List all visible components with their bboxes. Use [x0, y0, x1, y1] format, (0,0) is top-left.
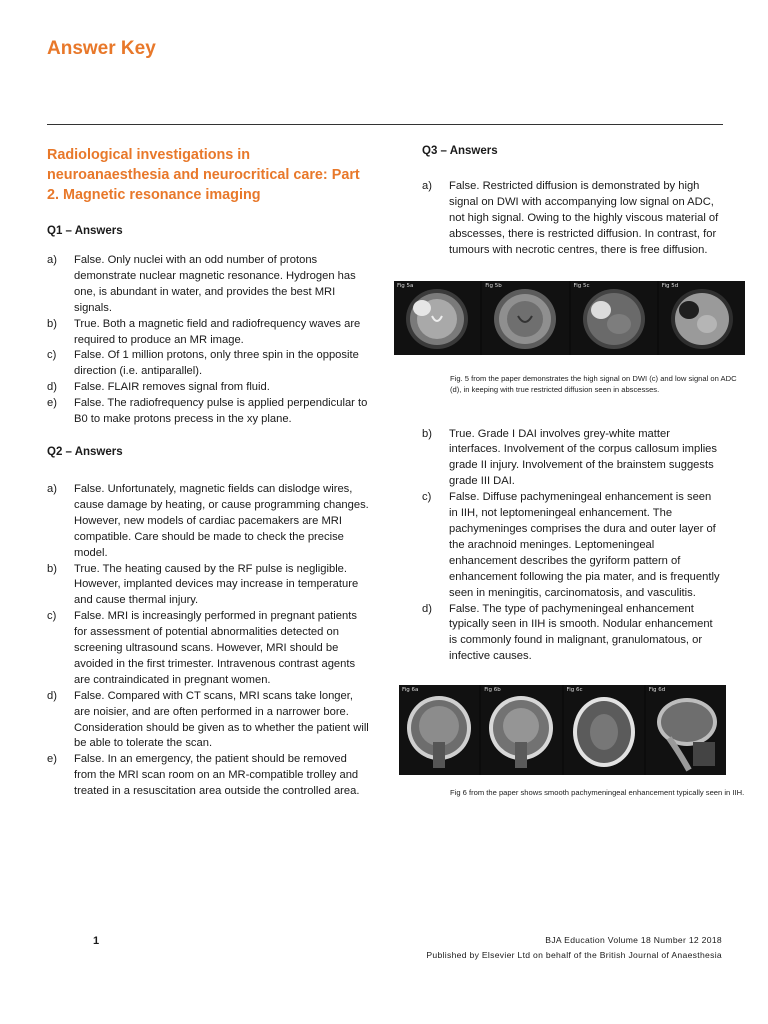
figure-5-caption: Fig. 5 from the paper demonstrates the high signal on DWI (c) and low signal on ADC (d), in keeping with true restricted diffusion seen in abscesses.: [450, 373, 737, 394]
answer-text: True. Grade I DAI involves grey-white matter interfaces. Involvement of the corpus callosum implies grade II injury. Involvement of the brainstem suggests grade III DAI.: [449, 427, 717, 488]
axial-brain-scan-image: [667, 286, 737, 352]
sagittal-brain-scan-image: [649, 692, 723, 772]
answer-letter: a): [47, 482, 57, 495]
answer-text: True. Both a magnetic field and radiofrequency waves are required to produce an MR image.: [74, 317, 361, 346]
answer-letter: c): [47, 610, 57, 623]
answer-text: False. Unfortunately, magnetic fields can dislodge wires, cause damage by heating, or cause programming changes. However, new models of cardiac pacemakers are MRI compatible. Care should be made to check the precise model.: [74, 482, 369, 559]
q3-answer-list-a: [422, 179, 722, 259]
footer-journal: BJA Education Volume 18 Number 12 2018: [545, 935, 722, 945]
answer-item: [47, 482, 369, 562]
answer-item: [422, 427, 722, 491]
answer-item: [47, 609, 369, 689]
answer-text: False. Diffuse pachymeningeal enhancement is seen in IIH, not leptomeningeal enhancement. The pachymeninges comprises the dura and outer layer of the arachnoid meninges. Leptomeningeal enhancement describes the gyriform pattern of enhancement following the pia mater, and is frequently seen in meningitis, carcinomatosis, and vasculitis.: [449, 491, 720, 599]
panel-label: Fig 6b: [484, 687, 501, 694]
footer-publisher: Published by Elsevier Ltd on behalf of the British Journal of Anaesthesia: [426, 950, 722, 960]
answer-letter: a): [422, 180, 432, 192]
q3-heading: Q3 – Answers: [422, 145, 498, 157]
panel-label: Fig 5a: [397, 282, 414, 289]
answer-item: [422, 490, 722, 601]
figure-5-mri-panels: [394, 281, 745, 355]
answer-letter: d): [422, 602, 432, 615]
axial-brain-scan-image: [490, 286, 560, 352]
answer-text: False. FLAIR removes signal from fluid.: [74, 381, 270, 394]
answer-item: [47, 752, 369, 800]
answer-letter: b): [47, 317, 57, 330]
answer-letter: c): [422, 491, 432, 504]
panel-label: Fig 5d: [661, 282, 679, 289]
q2-heading: Q2 – Answers: [47, 445, 123, 458]
answer-letter: e): [47, 397, 57, 410]
panel-label: Fig 5b: [485, 282, 502, 289]
figure-6-mri-panels: [399, 685, 726, 775]
answer-text: False. In an emergency, the patient should be removed from the MRI scan room on an MR-compatible trolley and treated in a resuscitation area outside the controlled area.: [74, 753, 360, 798]
mri-panel: [482, 281, 568, 355]
answer-text: False. Restricted diffusion is demonstrated by high signal on DWI with accompanying low signal on ADC, not high signal. Owing to the highly viscous material of abscesses, there is restricted diffusion. In contrast, for tumours with necrotic centres, there is free diffusion.: [449, 180, 719, 256]
figure-6-caption: Fig 6 from the paper shows smooth pachymeningeal enhancement typically seen in IIH.: [450, 788, 745, 798]
mri-panel: [394, 281, 480, 355]
answer-item: [47, 380, 369, 396]
mri-panel: [481, 685, 561, 775]
answer-text: False. Compared with CT scans, MRI scans take longer, are noisier, and are often performed in a narrower bore. Consideration should be given as to whether the patient will be able to tolerate the scan.: [74, 689, 369, 750]
left-column: [47, 145, 369, 800]
coronal-brain-scan-image: [485, 692, 557, 772]
mri-panel: [571, 281, 657, 355]
axial-brain-scan-image: [579, 286, 649, 352]
answer-letter: b): [47, 562, 57, 575]
mri-panel: [646, 685, 726, 775]
axial-brain-scan-image: [568, 692, 640, 772]
mri-panel: [564, 685, 644, 775]
header-divider: [47, 124, 723, 125]
coronal-brain-scan-image: [403, 692, 475, 772]
answer-text: False. Of 1 million protons, only three spin in the opposite direction (i.e. antiparallel).: [74, 349, 359, 378]
answer-letter: c): [47, 349, 57, 362]
q3-answer-list-rest: [422, 427, 722, 666]
answer-item: [47, 317, 369, 349]
page-number: 1: [93, 935, 100, 947]
panel-label: Fig 5c: [573, 282, 590, 289]
mri-panel: [659, 281, 745, 355]
answer-text: False. Only nuclei with an odd number of protons demonstrate nuclear magnetic resonance. Hydrogen has one, is abundant in water, and provides the best MRI signals.: [74, 254, 356, 314]
q2-answer-list: [47, 482, 369, 800]
answer-item: [47, 253, 369, 317]
answer-text: False. MRI is increasingly performed in pregnant patients for assessment of potential abnormalities detected on screening ultrasound scans. However, MRI should be avoided in the first trimester. Intravenous contrast agents are contraindicated in pregnant women.: [74, 610, 357, 686]
answer-item: [47, 396, 369, 428]
answer-letter: d): [47, 381, 57, 394]
answer-item: [422, 179, 722, 259]
answer-item: [47, 689, 369, 753]
answer-letter: b): [422, 427, 432, 440]
q1-heading: Q1 – Answers: [47, 225, 123, 237]
answer-letter: a): [47, 254, 57, 266]
answer-letter: e): [47, 753, 57, 766]
answer-item: [47, 348, 369, 380]
answer-item: [47, 562, 369, 610]
panel-label: Fig 6a: [402, 687, 419, 694]
page-title: Answer Key: [47, 38, 156, 59]
axial-brain-scan-image: [402, 286, 472, 352]
answer-item: [422, 602, 722, 666]
answer-text: True. The heating caused by the RF pulse is negligible. However, implanted devices may increase in temperature and cause thermal injury.: [74, 562, 359, 607]
answer-text: False. The type of pachymeningeal enhancement typically seen in IIH is smooth. Nodular enhancement is commonly found in malignant, granulomatous, or infective causes.: [449, 602, 713, 663]
panel-label: Fig 6c: [566, 687, 583, 694]
right-column: [397, 143, 745, 798]
answer-text: False. The radiofrequency pulse is applied perpendicular to B0 to make protons precess in the xy plane.: [74, 397, 368, 426]
mri-panel: [399, 685, 479, 775]
panel-label: Fig 6d: [648, 687, 666, 694]
q1-answer-list: [47, 253, 369, 428]
article-title: Radiological investigations in neuroanaesthesia and neurocritical care: Part 2. Magnetic resonance imaging: [47, 147, 360, 203]
answer-letter: d): [47, 689, 57, 702]
